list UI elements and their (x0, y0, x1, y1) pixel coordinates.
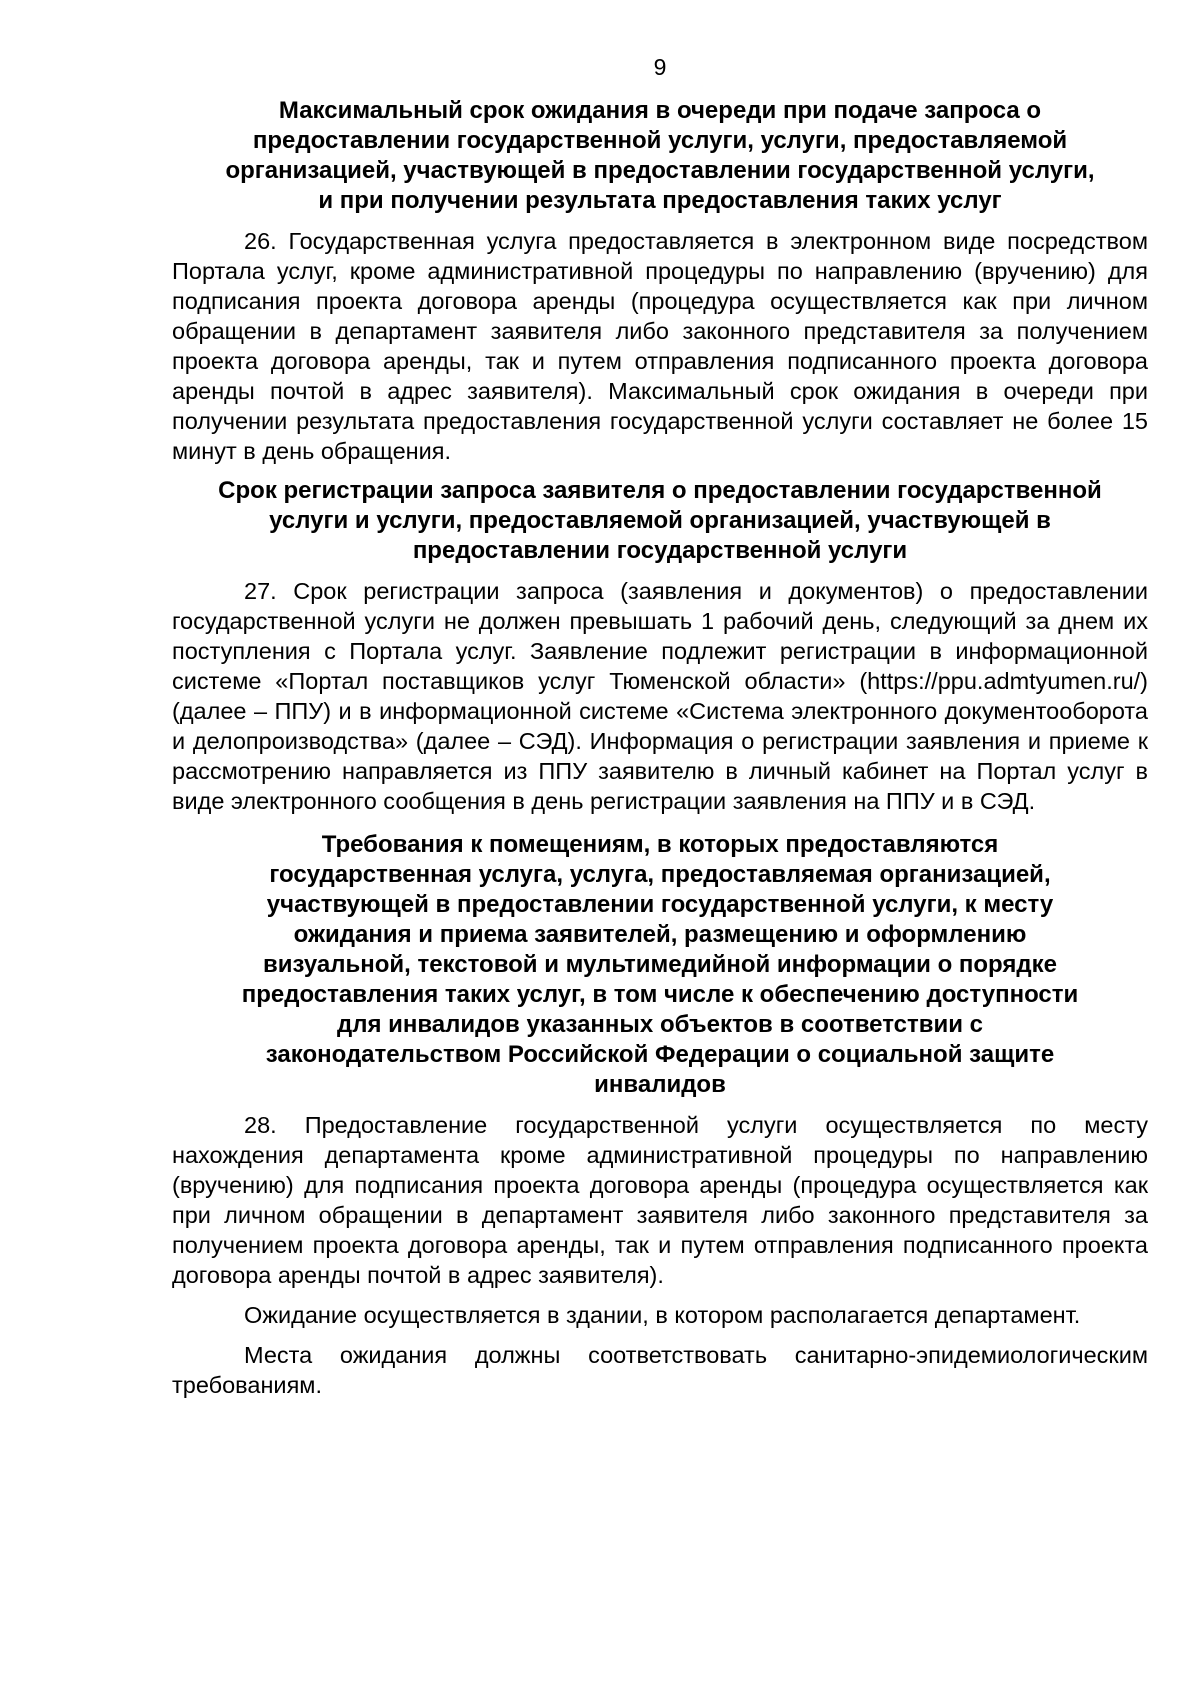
paragraph-waiting-location: Ожидание осуществляется в здании, в котором располагается департамент. (244, 1302, 1081, 1328)
paragraph-27: 27. Срок регистрации запроса (заявления и документов) о предоставлении государственной услуги не должен превышать 1 рабочий день, следующий за днем их поступления с Портала услуг. Заявление подлежит регистрации в информационной системе «Портал поставщиков услуг Тюменской области» (https://ppu.admtyumen.ru/) (далее – ППУ) и в информационной системе «Система электронного документооборота и делопроизводства» (далее – СЭД). Информация о регистрации заявления и приеме к рассмотрению направляется из ППУ заявителю в личный кабинет на Портал услуг в виде электронного сообщения в день регистрации заявления на ППУ и в СЭД. (172, 578, 1148, 814)
paragraph-26: 26. Государственная услуга предоставляется в электронном виде посредством Портала услуг, кроме административной процедуры по направлению (вручению) для подписания проекта договора аренды (процедура осуществляется как при личном обращении в департамент заявителя либо законного представителя за получением проекта договора аренды, так и путем отправления подписанного проекта договора аренды почтой в адрес заявителя). Максимальный срок ожидания в очереди при получении результата предоставления государственной услуги составляет не более 15 минут в день обращения. (172, 228, 1148, 464)
heading-line: участвующей в предоставлении государственной услуги, к месту (266, 891, 1054, 918)
paragraph-waiting-places-requirements: Места ожидания должны соответствовать санитарно-эпидемиологическим требованиям. (172, 1342, 1148, 1398)
heading-line: организацией, участвующей в предоставлении государственной услуги, (225, 157, 1095, 184)
heading-line: услуги и услуги, предоставляемой организацией, участвующей в (269, 507, 1051, 534)
heading-line: предоставления таких услуг, в том числе к обеспечению доступности (241, 981, 1079, 1008)
section-heading-registration-time (172, 476, 1148, 566)
heading-line: предоставлении государственной услуги, услуги, предоставляемой (252, 127, 1068, 154)
heading-line: инвалидов (594, 1071, 726, 1098)
section-heading-premises-requirements (172, 830, 1148, 1100)
heading-line: визуальной, текстовой и мультимедийной информации о порядке (262, 951, 1057, 978)
heading-line: Требования к помещениям, в которых предоставляются (321, 831, 999, 858)
heading-line: ожидания и приема заявителей, размещению и оформлению (293, 921, 1027, 948)
heading-line: предоставлении государственной услуги (412, 537, 908, 564)
document-page (172, 52, 1148, 1410)
section-heading-waiting-time (172, 96, 1148, 216)
paragraph-28: 28. Предоставление государственной услуги осуществляется по месту нахождения департамента кроме административной процедуры по направлению (вручению) для подписания проекта договора аренды (процедура осуществляется как при личном обращении в департамент заявителя либо законного представителя за получением проекта договора аренды, так и путем отправления подписанного проекта договора аренды почтой в адрес заявителя). (172, 1112, 1148, 1288)
heading-line: для инвалидов указанных объектов в соответствии с (336, 1011, 984, 1038)
page-number: 9 (653, 54, 667, 80)
heading-line: законодательством Российской Федерации о социальной защите (265, 1041, 1055, 1068)
heading-line: Максимальный срок ожидания в очереди при подаче запроса о (278, 97, 1042, 124)
heading-line: и при получении результата предоставления таких услуг (318, 187, 1002, 214)
heading-line: государственная услуга, услуга, предоставляемая организацией, (269, 861, 1051, 888)
heading-line: Срок регистрации запроса заявителя о предоставлении государственной (218, 477, 1102, 504)
